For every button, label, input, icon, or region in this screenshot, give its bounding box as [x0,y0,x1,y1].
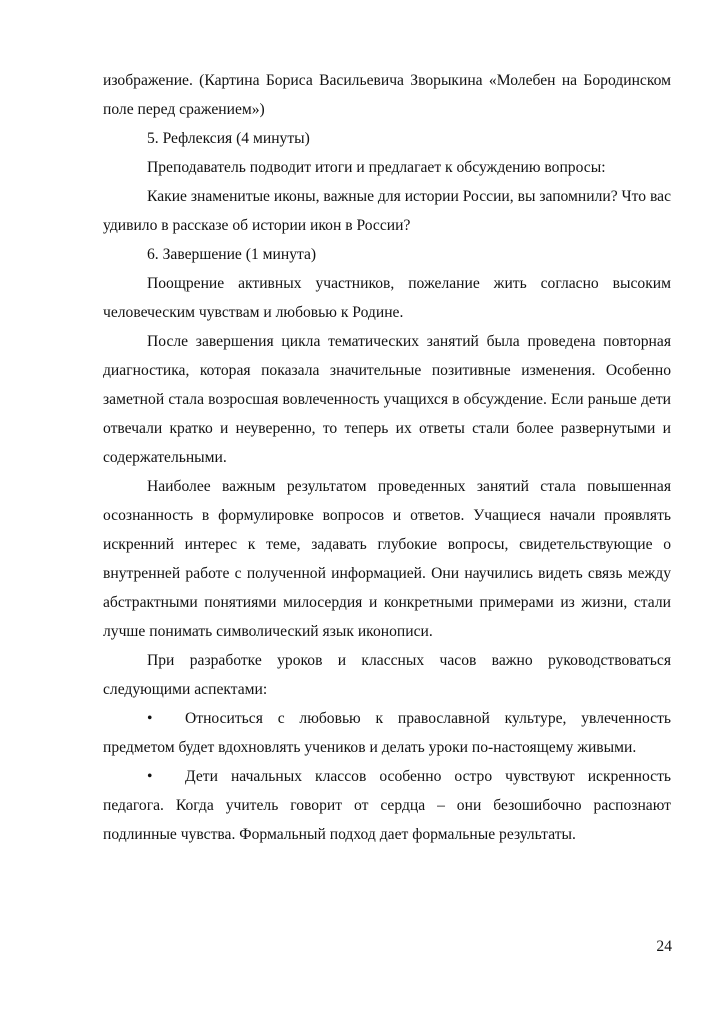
bullet-text: Относиться с любовью к православной культуре, увлеченность предметом будет вдохновлять учеников и делать уроки по-настоящему живыми. [103,710,671,756]
bullet-icon: • [147,710,153,727]
bullet-item [103,704,671,762]
paragraph-questions: Какие знаменитые иконы, важные для истории России, вы запомнили? Что вас удивило в рассказе об истории икон в России? [103,188,671,234]
paragraph-encouragement: Поощрение активных участников, пожелание жить согласно высоким человеческим чувствам и любовью к Родине. [103,275,671,321]
heading-reflection: 5. Рефлексия (4 минуты) [147,130,310,147]
bullet-text: Дети начальных классов особенно остро чувствуют искренность педагога. Когда учитель говорит от сердца – они безошибочно распознают подлинные чувства. Формальный подход дает формальные результаты. [103,768,671,843]
paragraph-results: Наиболее важным результатом проведенных занятий стала повышенная осознанность в формулировке вопросов и ответов. Учащиеся начали проявлять искренний интерес к теме, задавать глубокие вопросы, свидетельствующие о внутренней работе с полученной информацией. Они научились видеть связь между абстрактными понятиями милосердия и конкретными примерами из жизни, стали лучше понимать символический язык иконописи. [103,478,671,640]
bullet-item [103,762,671,849]
paragraph-teacher-summary: Преподаватель подводит итоги и предлагает к обсуждению вопросы: [147,159,606,176]
heading-completion: 6. Завершение (1 минута) [147,246,317,263]
page-number: 24 [656,938,672,955]
document-body [103,66,671,849]
bullet-icon: • [147,768,153,785]
paragraph-aspects-intro: При разработке уроков и классных часов важно руководствоваться следующими аспектами: [103,652,671,698]
paragraph-painting-caption: изображение. (Картина Бориса Васильевича Зворыкина «Молебен на Бородинском поле перед сражением») [103,72,671,118]
paragraph-diagnostics: После завершения цикла тематических занятий была проведена повторная диагностика, которая показала значительные позитивные изменения. Особенно заметной стала возросшая вовлеченность учащихся в обсуждение. Если раньше дети отвечали кратко и неуверенно, то теперь их ответы стали более развернутыми и содержательными. [103,333,671,466]
